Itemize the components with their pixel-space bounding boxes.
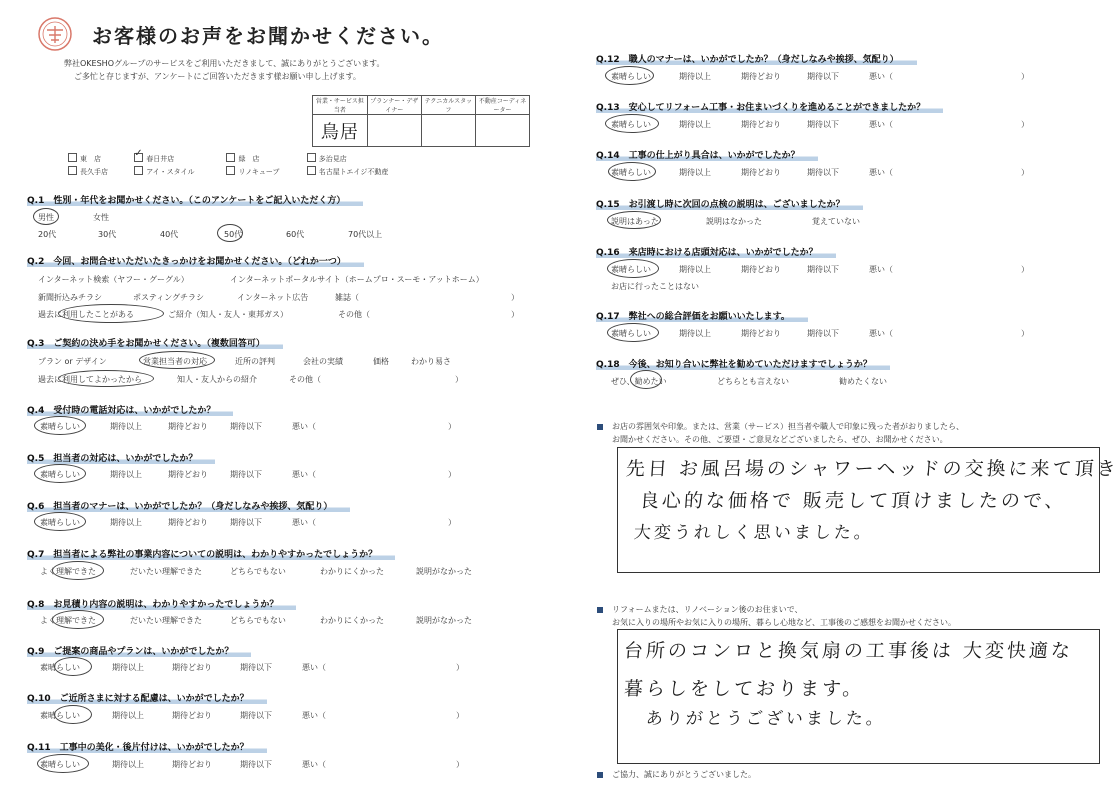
rating-bad[interactable]: 悪い（ xyxy=(869,72,893,81)
option-undecided[interactable]: どちらとも言えない xyxy=(717,377,789,386)
option-neighborhood[interactable]: 近所の評判 xyxy=(235,357,275,366)
option-other[interactable]: その他（ xyxy=(338,310,370,319)
question-q16: Q.16 来店時における店頭対応は、いかがでしたか？ xyxy=(596,245,836,258)
staff-header-sales: 営業・サービス担当者 xyxy=(313,96,368,115)
checkbox-icon xyxy=(68,153,77,162)
stamp-logo xyxy=(37,16,73,52)
rating-bad[interactable]: 悪い（ xyxy=(302,663,326,672)
rating-below[interactable]: 期待以下 xyxy=(807,72,839,81)
checkbox-checked-icon: ✓ xyxy=(134,153,143,162)
option-not-explained[interactable]: 説明はなかった xyxy=(706,217,762,226)
rating-bad[interactable]: 悪い（ xyxy=(869,168,893,177)
answer-circle xyxy=(217,224,243,242)
option-neutral[interactable]: どちらでもない xyxy=(230,567,286,576)
option-sales-rep[interactable]: 営業担当者の対応 xyxy=(143,357,207,366)
rating-above[interactable]: 期待以上 xyxy=(110,470,142,479)
staff-header-technical: テクニカルスタッフ xyxy=(421,96,475,115)
rating-bad[interactable]: 悪い（ xyxy=(302,711,326,720)
page-title: お客様のお声をお聞かせください。 xyxy=(92,24,444,48)
option-mostly-understood[interactable]: だいたい理解できた xyxy=(130,567,202,576)
rating-below[interactable]: 期待以下 xyxy=(807,120,839,129)
q16-rating-options: 素晴らしい 期待以上 期待どおり 期待以下 悪い（ ） xyxy=(611,265,1029,274)
q6-rating-options: 素晴らしい 期待以上 期待どおり 期待以下 悪い（ ） xyxy=(40,518,456,527)
rating-above[interactable]: 期待以上 xyxy=(679,265,711,274)
store-option[interactable]: アイ・スタイル xyxy=(134,166,224,177)
rating-above[interactable]: 期待以上 xyxy=(110,518,142,527)
rating-excellent[interactable]: 素晴らしい xyxy=(611,72,651,81)
option-20s[interactable]: 20代 xyxy=(38,230,57,239)
rating-above[interactable]: 期待以上 xyxy=(679,72,711,81)
rating-excellent[interactable]: 素晴らしい xyxy=(40,470,80,479)
answer-circle xyxy=(37,754,89,773)
question-q11: Q.11 工事中の美化・後片付けは、いかがでしたか？ xyxy=(27,740,267,753)
option-plan-design[interactable]: プラン or デザイン xyxy=(38,357,107,366)
store-row-2 xyxy=(68,166,388,177)
rating-excellent[interactable]: 素晴らしい xyxy=(40,663,80,672)
rating-excellent[interactable]: 素晴らしい xyxy=(40,518,80,527)
question-q15: Q.15 お引渡し時に次回の点検の説明は、ございましたか？ xyxy=(596,197,863,210)
rating-above[interactable]: 期待以上 xyxy=(112,711,144,720)
option-referral[interactable]: ご紹介（知人・友人・東邦ガス） xyxy=(168,310,288,319)
q2-options-row-3: 過去に利用したことがある ご紹介（知人・友人・東邦ガス） その他（ ） xyxy=(38,310,519,319)
q3-options-row-2: 過去に利用してよかったから 知人・友人からの紹介 その他（ ） xyxy=(38,375,463,384)
rating-excellent[interactable]: 素晴らしい xyxy=(40,422,80,431)
answer-circle xyxy=(630,370,662,389)
rating-as-expected[interactable]: 期待どおり xyxy=(741,72,781,81)
option-dont-remember[interactable]: 覚えていない xyxy=(812,217,860,226)
question-q1: Q.1 性別・年代をお聞かせください。（このアンケートをご記入いただく方） xyxy=(27,193,363,206)
rating-bad[interactable]: 悪い（ xyxy=(292,518,316,527)
rating-above[interactable]: 期待以上 xyxy=(112,663,144,672)
footer-thanks: ご協力、誠にありがとうございました。 xyxy=(612,770,756,779)
option-not-recommend[interactable]: 勧めたくない xyxy=(839,377,887,386)
rating-excellent[interactable]: 素晴らしい xyxy=(40,760,80,769)
option-clarity[interactable]: わかり易さ xyxy=(411,357,451,366)
store-option[interactable]: ✓ 春日井店 xyxy=(134,148,175,163)
question-q9: Q.9 ご提案の商品やプランは、いかがでしたか？ xyxy=(27,644,251,657)
checkbox-icon xyxy=(226,166,235,175)
option-track-record[interactable]: 会社の実績 xyxy=(303,357,343,366)
rating-as-expected[interactable]: 期待どおり xyxy=(741,329,781,338)
option-70s-plus[interactable]: 70代以上 xyxy=(348,230,383,239)
rating-below[interactable]: 期待以下 xyxy=(807,168,839,177)
q8-options xyxy=(40,615,472,626)
option-hard-to-understand[interactable]: わかりにくかった xyxy=(320,616,384,625)
rating-excellent[interactable]: 素晴らしい xyxy=(40,711,80,720)
answer-circle xyxy=(139,351,215,369)
store-option[interactable]: 長久手店 xyxy=(68,166,132,177)
answer-circle xyxy=(605,114,659,133)
bullet-icon xyxy=(597,607,603,613)
answer-circle xyxy=(54,705,92,724)
option-definitely-recommend[interactable]: ぜひ、勧めたい xyxy=(611,377,667,386)
question-q17: Q.17 弊社への総合評価をお願いいたします。 xyxy=(596,309,808,322)
option-male[interactable]: 男性 xyxy=(38,213,54,222)
answer-circle xyxy=(52,561,104,580)
question-q3: Q.3 ご契約の決め手をお聞かせください。（複数回答可） xyxy=(27,336,283,349)
rating-as-expected[interactable]: 期待どおり xyxy=(741,168,781,177)
option-30s[interactable]: 30代 xyxy=(98,230,117,239)
option-female[interactable]: 女性 xyxy=(93,213,109,222)
store-row-1 xyxy=(68,148,347,164)
option-price[interactable]: 価格 xyxy=(373,357,389,366)
option-friend-referral[interactable]: 知人・友人からの紹介 xyxy=(177,375,257,384)
answer-circle xyxy=(58,370,154,387)
q9-rating-options: 素晴らしい 期待以上 期待どおり 期待以下 悪い（ ） xyxy=(40,663,464,672)
checkbox-icon xyxy=(307,166,316,175)
rating-excellent[interactable]: 素晴らしい xyxy=(611,265,651,274)
store-option[interactable]: 多治見店 xyxy=(307,153,347,164)
rating-below[interactable]: 期待以下 xyxy=(230,422,262,431)
answer-circle xyxy=(608,162,656,181)
option-magazine[interactable]: 雑誌（ xyxy=(335,293,359,302)
option-never-visited[interactable]: お店に行ったことはない xyxy=(611,282,699,291)
store-option[interactable]: 名古屋トエイジ不動産 xyxy=(307,166,389,177)
rating-below[interactable]: 期待以下 xyxy=(240,760,272,769)
q12-rating-options: 素晴らしい 期待以上 期待どおり 期待以下 悪い（ ） xyxy=(611,72,1029,81)
question-q5: Q.5 担当者の対応は、いかがでしたか？ xyxy=(27,451,215,464)
question-q14: Q.14 工事の仕上がり具合は、いかがでしたか？ xyxy=(596,148,818,161)
option-newspaper-flyer[interactable]: 新聞折込みチラシ xyxy=(38,293,102,302)
handwritten-line: 台所のコンロと換気扇の工事後は 大変快適な xyxy=(623,640,1074,662)
rating-below[interactable]: 期待以下 xyxy=(807,329,839,338)
q1-age-options xyxy=(38,229,382,240)
staff-header-planner: プランナー・デザイナー xyxy=(367,96,421,115)
intro-line-2: ご多忙と存じますが、アンケートにご回答いただきます様お願い申し上げます。 xyxy=(74,72,361,81)
rating-as-expected[interactable]: 期待どおり xyxy=(741,120,781,129)
rating-as-expected[interactable]: 期待どおり xyxy=(168,422,208,431)
store-option[interactable]: 緑 店 xyxy=(226,153,304,164)
handwritten-line: 先日 お風呂場のシャワーヘッドの交換に来て頂き xyxy=(625,458,1119,480)
answer-circle xyxy=(34,512,86,531)
rating-bad[interactable]: 悪い（ xyxy=(292,470,316,479)
option-50s[interactable]: 50代 xyxy=(224,230,243,239)
rating-bad[interactable]: 悪い（ xyxy=(869,265,893,274)
q17-rating-options: 素晴らしい 期待以上 期待どおり 期待以下 悪い（ ） xyxy=(611,329,1029,338)
option-posting-flyer[interactable]: ポスティングチラシ xyxy=(133,293,205,302)
answer-circle xyxy=(54,657,92,676)
rating-as-expected[interactable]: 期待どおり xyxy=(172,760,212,769)
handwritten-line: 良心的な価格で 販売して頂けましたので、 xyxy=(639,490,1068,512)
option-mostly-understood[interactable]: だいたい理解できた xyxy=(130,616,202,625)
handwritten-line: ありがとうございました。 xyxy=(645,709,887,729)
rating-bad[interactable]: 悪い（ xyxy=(302,760,326,769)
checkbox-icon xyxy=(307,153,316,162)
comment-prompt-1-line-1: お店の雰囲気や印象。または、営業（サービス）担当者や職人で印象に残った者がおりましたら、 xyxy=(612,422,964,431)
q2-options-row-2: 新聞折込みチラシ ポスティングチラシ インターネット広告 雑誌（ ） xyxy=(38,293,519,302)
rating-above[interactable]: 期待以上 xyxy=(679,168,711,177)
answer-circle xyxy=(34,464,86,483)
answer-circle xyxy=(34,416,86,435)
comment-box-2[interactable] xyxy=(617,629,1100,764)
comment-prompt-1-line-2: お聞かせください。その他、ご要望・ご意見などございましたら、ぜひ、お聞かせください。 xyxy=(612,435,948,444)
question-q18: Q.18 今後、お知り合いに弊社を勧めていただけますでしょうか？ xyxy=(596,357,890,370)
handwritten-line: 大変うれしく思いました。 xyxy=(633,523,875,543)
rating-below[interactable]: 期待以下 xyxy=(230,470,262,479)
answer-circle xyxy=(607,323,659,342)
option-no-explanation[interactable]: 説明がなかった xyxy=(416,567,472,576)
comment-prompt-2-line-2: お気に入りの場所やお気に入りの場所、暮らし心地など、工事後のご感想をお聞かせください。 xyxy=(612,618,956,627)
question-q12: Q.12 職人のマナーは、いかがでしたか？（身だしなみや挨拶、気配り） xyxy=(596,52,917,65)
handwritten-line: 暮らしをしております。 xyxy=(623,678,866,700)
checkbox-icon xyxy=(226,153,235,162)
answer-circle xyxy=(607,259,659,278)
rating-excellent[interactable]: 素晴らしい xyxy=(611,120,651,129)
q14-rating-options: 素晴らしい 期待以上 期待どおり 期待以下 悪い（ ） xyxy=(611,168,1029,177)
bullet-icon xyxy=(597,424,603,430)
question-q8: Q.8 お見積り内容の説明は、わかりやすかったでしょうか？ xyxy=(27,597,296,610)
rating-excellent[interactable]: 素晴らしい xyxy=(611,329,651,338)
option-explained[interactable]: 説明はあった xyxy=(611,217,659,226)
staff-header-realestate: 不動産コーディネーター xyxy=(475,96,529,115)
answer-circle xyxy=(33,208,59,225)
option-internet-search[interactable]: インターネット検索（ヤフー・グーグル） xyxy=(38,275,189,284)
rating-above[interactable]: 期待以上 xyxy=(110,422,142,431)
rating-excellent[interactable]: 素晴らしい xyxy=(611,168,651,177)
option-neutral[interactable]: どちらでもない xyxy=(230,616,286,625)
rating-as-expected[interactable]: 期待どおり xyxy=(168,470,208,479)
option-used-before[interactable]: 過去に利用したことがある xyxy=(38,310,134,319)
option-60s[interactable]: 60代 xyxy=(286,230,305,239)
option-good-past[interactable]: 過去に利用してよかったから xyxy=(38,375,142,384)
option-other[interactable]: その他（ xyxy=(289,375,321,384)
store-option[interactable]: 東 店 xyxy=(68,153,132,164)
q2-options-row-1 xyxy=(38,274,484,285)
option-internet-portal[interactable]: インターネットポータルサイト（ホームプロ・スーモ・アットホーム） xyxy=(230,275,484,284)
option-hard-to-understand[interactable]: わかりにくかった xyxy=(320,567,384,576)
question-q13: Q.13 安心してリフォーム工事・お住まいづくりを進めることができましたか？ xyxy=(596,100,943,113)
comment-box-1[interactable] xyxy=(617,447,1119,573)
q7-options xyxy=(40,566,472,577)
rating-as-expected[interactable]: 期待どおり xyxy=(172,711,212,720)
rating-below[interactable]: 期待以下 xyxy=(240,663,272,672)
q11-rating-options: 素晴らしい 期待以上 期待どおり 期待以下 悪い（ ） xyxy=(40,760,464,769)
store-option[interactable]: リノキューブ xyxy=(226,166,304,177)
option-no-explanation[interactable]: 説明がなかった xyxy=(416,616,472,625)
question-q10: Q.10 ご近所さまに対する配慮は、いかがでしたか？ xyxy=(27,691,267,704)
rating-as-expected[interactable]: 期待どおり xyxy=(741,265,781,274)
q3-options-row-1 xyxy=(38,356,451,367)
option-understood-well[interactable]: よく理解できた xyxy=(40,567,96,576)
checkbox-icon xyxy=(68,166,77,175)
bullet-icon xyxy=(597,772,603,778)
rating-below[interactable]: 期待以下 xyxy=(807,265,839,274)
intro-line-1: 弊社OKESHOグループのサービスをご利用いただきまして、誠にありがとうございます。 xyxy=(64,59,385,68)
rating-bad[interactable]: 悪い（ xyxy=(292,422,316,431)
rating-above[interactable]: 期待以上 xyxy=(112,760,144,769)
option-understood-well[interactable]: よく理解できた xyxy=(40,616,96,625)
option-40s[interactable]: 40代 xyxy=(160,230,179,239)
staff-table xyxy=(312,95,530,147)
rating-below[interactable]: 期待以下 xyxy=(230,518,262,527)
rating-bad[interactable]: 悪い（ xyxy=(869,329,893,338)
question-q2: Q.2 今回、お問合せいただいたきっかけをお聞かせください。（どれか一つ） xyxy=(27,254,364,267)
answer-circle xyxy=(52,610,104,629)
rating-below[interactable]: 期待以下 xyxy=(240,711,272,720)
rating-above[interactable]: 期待以上 xyxy=(679,120,711,129)
question-q7: Q.7 担当者による弊社の事業内容についての説明は、わかりやすかったでしょうか？ xyxy=(27,547,395,560)
handwritten-staff-name: 鳥居 xyxy=(320,121,359,143)
rating-as-expected[interactable]: 期待どおり xyxy=(172,663,212,672)
question-q4: Q.4 受付時の電話対応は、いかがでしたか？ xyxy=(27,403,233,416)
option-internet-ad[interactable]: インターネット広告 xyxy=(237,293,309,302)
comment-prompt-2-line-1: リフォームまたは、リノベーション後のお住まいで、 xyxy=(612,605,803,614)
q4-rating-options: 素晴らしい 期待以上 期待どおり 期待以下 悪い（ ） xyxy=(40,422,456,431)
answer-circle xyxy=(605,66,654,85)
rating-as-expected[interactable]: 期待どおり xyxy=(168,518,208,527)
rating-above[interactable]: 期待以上 xyxy=(679,329,711,338)
question-q6: Q.6 担当者のマナーは、いかがでしたか？（身だしなみや挨拶、気配り） xyxy=(27,499,350,512)
answer-circle xyxy=(58,304,164,323)
answer-circle xyxy=(607,211,661,229)
rating-bad[interactable]: 悪い（ xyxy=(869,120,893,129)
q13-rating-options: 素晴らしい 期待以上 期待どおり 期待以下 悪い（ ） xyxy=(611,120,1029,129)
checkbox-icon xyxy=(134,166,143,175)
q10-rating-options: 素晴らしい 期待以上 期待どおり 期待以下 悪い（ ） xyxy=(40,711,464,720)
q5-rating-options: 素晴らしい 期待以上 期待どおり 期待以下 悪い（ ） xyxy=(40,470,456,479)
